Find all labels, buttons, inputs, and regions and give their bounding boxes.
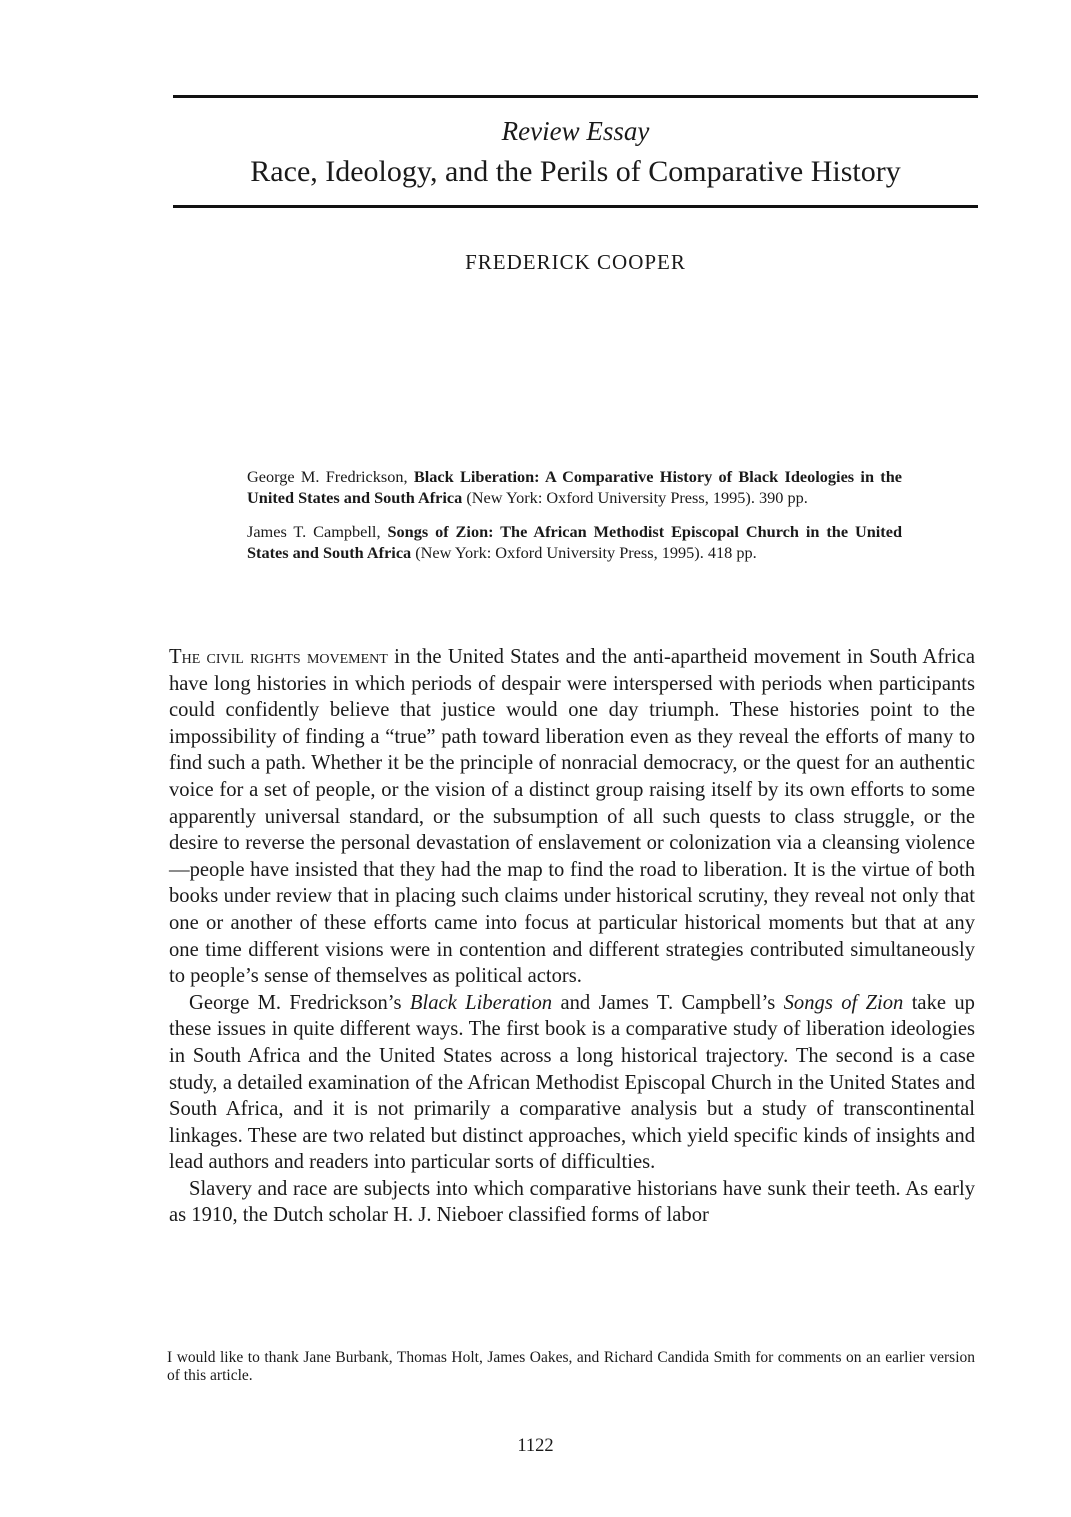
article-author: FREDERICK COOPER <box>465 250 686 274</box>
footnote: I would like to thank Jane Burbank, Thomas Holt, James Oakes, and Richard Candida Smith for comments on an earlier version of this article. <box>167 1349 975 1384</box>
book-citation <box>247 466 902 508</box>
paragraph-text: in the United States and the anti-apartheid movement in South Africa have long histories in which periods of despair were interspersed with periods when participants could confidently believe that justice would one day triumph. These histories point to the impossibility of finding a “true” path toward liberation even as they reveal the efforts of many to find such a path. Whether it be the principle of nonracial democracy, or the quest for an authentic voice for a set of people, or the vision of a distinct group raising itself by its own efforts to some apparently universal standard, or the subsumption of all such quests to class struggle, or the desire to reverse the personal devastation of enslavement or colonization via a cleansing violence—people have insisted that they had the map to find the road to liberation. It is the virtue of both books under review that in placing such claims under historical scrutiny, they reveal not only that one or another of these efforts came into focus at particular historical moments but that at any one time different visions were in contention and different strategies contributed simultaneously to people’s sense of themselves as political actors. <box>169 646 976 988</box>
paragraph <box>169 990 975 1176</box>
lead-in: The civil rights movement <box>169 646 388 668</box>
paragraph <box>169 644 975 990</box>
book-author: George M. Fredrickson, <box>247 467 414 486</box>
top-rule <box>173 95 978 98</box>
paragraph-text: George M. Fredrickson’s <box>189 991 410 1014</box>
page-number: 1122 <box>517 1436 554 1456</box>
bottom-rule <box>173 205 978 208</box>
paragraph-text: Slavery and race are subjects into which comparative historians have sunk their teeth. As early as 1910, the Dutch scholar H. J. Nieboer classified forms of labor <box>169 1177 975 1227</box>
paragraph-text: take up these issues in quite different ways. The first book is a comparative study of liberation ideologies in South Africa and the United States across a long historical trajectory. The second is a case study, a detailed examination of the African Methodist Episcopal Church in the United States and South Africa, and it is not primarily a comparative analysis but a study of transcontinental linkages. These are two related but distinct approaches, which yield specific kinds of insights and lead authors and readers into particular sorts of difficulties. <box>169 991 975 1174</box>
book-title-italic: Songs of Zion <box>783 991 904 1014</box>
section-kicker: Review Essay <box>501 116 650 146</box>
book-title-italic: Black Liberation <box>409 991 553 1014</box>
book-details: (New York: Oxford University Press, 1995). 390 pp. <box>462 488 808 507</box>
article-title: Race, Ideology, and the Perils of Comparative History <box>250 155 901 188</box>
reviewed-books <box>247 466 902 576</box>
paragraph-text: and James T. Campbell’s <box>552 991 784 1014</box>
book-author: James T. Campbell, <box>247 522 388 541</box>
paragraph <box>169 1176 975 1229</box>
book-title: Black Liberation: A Comparative History of Black Ideologies in the United States and South Africa <box>247 467 902 507</box>
article-body <box>169 644 975 1229</box>
book-details: (New York: Oxford University Press, 1995). 418 pp. <box>411 543 757 562</box>
book-title: Songs of Zion: The African Methodist Episcopal Church in the United States and South Africa <box>247 522 902 562</box>
book-citation <box>247 521 902 563</box>
